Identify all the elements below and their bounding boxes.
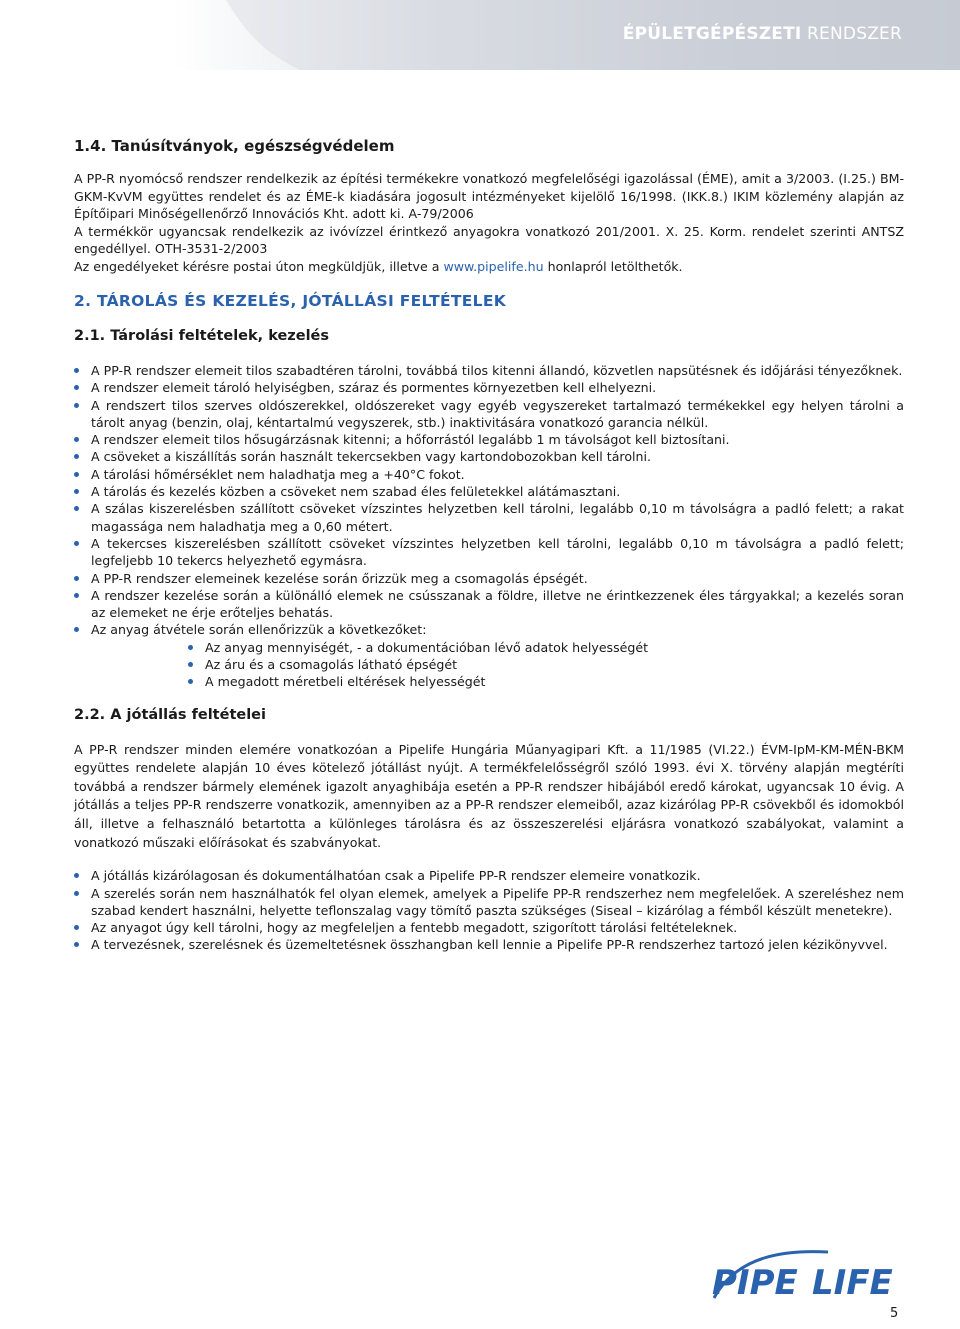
bullet-icon bbox=[188, 645, 193, 650]
bullet-icon bbox=[74, 541, 79, 546]
bullet-icon bbox=[74, 454, 79, 459]
section-1-4-paragraph-3: Az engedélyeket kérésre postai úton megküldjük, illetve a www.pipelife.hu honlapról letölthetők. bbox=[74, 258, 683, 274]
main-content bbox=[74, 136, 904, 954]
section-2-2-paragraph: A PP-R rendszer minden elemére vonatkozóan a Pipelife Hungária Műanyagipari Kft. a 11/1985 (VI.22.) ÉVM-IpM-KM-MÉN-BKM együttes rendelete alapján 10 éves kötelező jótállást nyújt. A termékfelelősségről szóló 1993. évi X. törvény alapján megtéríti továbbá a rendszer bármely elemének igazolt anyaghibája esetén a PP-R rendszer hibájából eredő károkat, ugyancsak 10 évig. A jótállás a teljes PP-R rendszerre vonatkozik, amennyiben az a PP-R rendszer elemeiből, azaz kizárólag PP-R csövekből és idomokból áll, illetve a felhasználó betartotta a különleges tárolásra és az összeszerelési eljárásra vonatkozó szabályokat, valamint a vonatkozó műszaki előírásokat és szabványokat. bbox=[74, 741, 904, 850]
list-item: Az anyag átvétele során ellenőrizzük a következőket: bbox=[74, 621, 904, 638]
receipt-checks-list bbox=[74, 639, 904, 691]
header-title: ÉPÜLETGÉPÉSZETI RENDSZER bbox=[622, 24, 902, 44]
svg-text:LIFE: LIFE bbox=[812, 1263, 893, 1303]
pipelife-website-link[interactable]: www.pipelife.hu bbox=[443, 258, 544, 274]
list-item: A PP-R rendszer elemeit tilos szabadtéren tárolni, továbbá tilos kitenni állandó, közvetlen napsütésnek és időjárási tényezőknek. bbox=[74, 362, 904, 379]
bullet-icon bbox=[74, 437, 79, 442]
list-item: A rendszert tilos szerves oldószerekkel, oldószereket vagy egyéb vegyszereket tartalmazó termékekkel egy helyen tárolni a tárolt anyag (benzin, olaj, kéntartalmú vegyszerek, stb.) inaktivitására vonatkozó garancia nélkül. bbox=[74, 397, 904, 432]
list-item: A PP-R rendszer elemeinek kezelése során őrizzük meg a csomagolás épségét. bbox=[74, 570, 904, 587]
bullet-icon bbox=[74, 925, 79, 930]
list-item: A tervezésnek, szerelésnek és üzemeltetésnek összhangban kell lennie a Pipelife PP-R rendszerhez tartozó jelen kézikönyvvel. bbox=[74, 936, 904, 953]
section-1-4-heading: 1.4. Tanúsítványok, egészségvédelem bbox=[74, 137, 395, 155]
list-item: A tárolási hőmérséklet nem haladhatja meg a +40°C fokot. bbox=[74, 466, 904, 483]
section-2-heading: 2. TÁROLÁS ÉS KEZELÉS, JÓTÁLLÁSI FELTÉTELEK bbox=[74, 292, 507, 310]
list-item: A szerelés során nem használhatók fel olyan elemek, amelyek a Pipelife PP-R rendszerhez nem megfelelőek. A szereléshez nem szabad kendert használni, helyette teflonszalag vagy tömítő paszta szükséges (Siseal – kizárólag a fémből készült menetekre). bbox=[74, 885, 904, 920]
storage-conditions-list bbox=[74, 362, 904, 639]
list-item: Az áru és a csomagolás látható épségét bbox=[188, 656, 904, 673]
svg-text:PIPE: PIPE bbox=[712, 1263, 798, 1303]
list-item: A csöveket a kiszállítás során használt tekercsekben vagy kartondobozokban kell tárolni. bbox=[74, 448, 904, 465]
list-item: A tekercses kiszerelésben szállított csöveket vízszintes helyzetben kell tárolni, legalább 0,10 m távolságra a padló felett; legfeljebb 10 tekercs helyezhető egymásra. bbox=[74, 535, 904, 570]
list-item: A rendszer elemeit tilos hősugárzásnak kitenni; a hőforrástól legalább 1 m távolságot kell biztosítani. bbox=[74, 431, 904, 448]
bullet-icon bbox=[74, 403, 79, 408]
bullet-icon bbox=[188, 662, 193, 667]
list-item: A rendszer kezelése során a különálló elemek ne csússzanak a földre, illetve ne érintkezzenek éles tárgyakkal; a kezelés soran az elemeket ne érje erőteljes behatás. bbox=[74, 587, 904, 622]
bullet-icon bbox=[74, 385, 79, 390]
section-2-2-heading: 2.2. A jótállás feltételei bbox=[74, 706, 266, 723]
list-item: A megadott méretbeli eltérések helyességét bbox=[188, 673, 904, 690]
bullet-icon bbox=[74, 942, 79, 947]
bullet-icon bbox=[74, 506, 79, 511]
bullet-icon bbox=[74, 489, 79, 494]
warranty-conditions-list bbox=[74, 867, 904, 953]
bullet-icon bbox=[74, 873, 79, 878]
section-1-4-paragraph-2: A termékkör ugyancsak rendelkezik az ivóvízzel érintkező anyagokra vonatkozó 201/2001. X. 25. Korm. rendelet szerinti ANTSZ engedéllyel. OTH-3531-2/2003 bbox=[74, 223, 904, 256]
page-number: 5 bbox=[890, 1306, 899, 1321]
section-2-1-heading: 2.1. Tárolási feltételek, kezelés bbox=[74, 328, 330, 344]
bullet-icon bbox=[74, 593, 79, 598]
bullet-icon bbox=[74, 576, 79, 581]
bullet-icon bbox=[74, 627, 79, 632]
bullet-icon bbox=[74, 368, 79, 373]
pipelife-logo bbox=[708, 1248, 908, 1304]
bullet-icon bbox=[74, 891, 79, 896]
list-item: A rendszer elemeit tároló helyiségben, száraz és pormentes környezetben kell elhelyezni. bbox=[74, 379, 904, 396]
list-item: A jótállás kizárólagosan és dokumentálhatóan csak a Pipelife PP-R rendszer elemeire vonatkozik. bbox=[74, 867, 904, 884]
list-item: A szálas kiszerelésben szállított csöveket vízszintes helyzetben kell tárolni, legalább 0,10 m távolságra a padló felett; a rakat magassága nem haladhatja meg a 0,60 métert. bbox=[74, 500, 904, 535]
list-item: Az anyag mennyiségét, - a dokumentációban lévő adatok helyességét bbox=[188, 639, 904, 656]
section-1-4-paragraph-1: A PP-R nyomócső rendszer rendelkezik az építési termékekre vonatkozó megfelelőségi igazolással (ÉME), amit a 3/2003. (I.25.) BM-GKM-KvVM együttes rendelet és az ÉME-k kiadására jogosult intézményeket kijelölő 16/1998. (IKK.8.) IKIM közlemény alapján az Építőipari Minőségellenőrző Innovációs Kht. adott ki. A-79/2006 bbox=[74, 171, 904, 221]
bullet-icon bbox=[74, 472, 79, 477]
list-item: A tárolás és kezelés közben a csöveket nem szabad éles felületekkel alátámasztani. bbox=[74, 483, 904, 500]
bullet-icon bbox=[188, 679, 193, 684]
list-item: Az anyagot úgy kell tárolni, hogy az megfeleljen a fentebb megadott, szigorított tárolási feltételeknek. bbox=[74, 919, 904, 936]
